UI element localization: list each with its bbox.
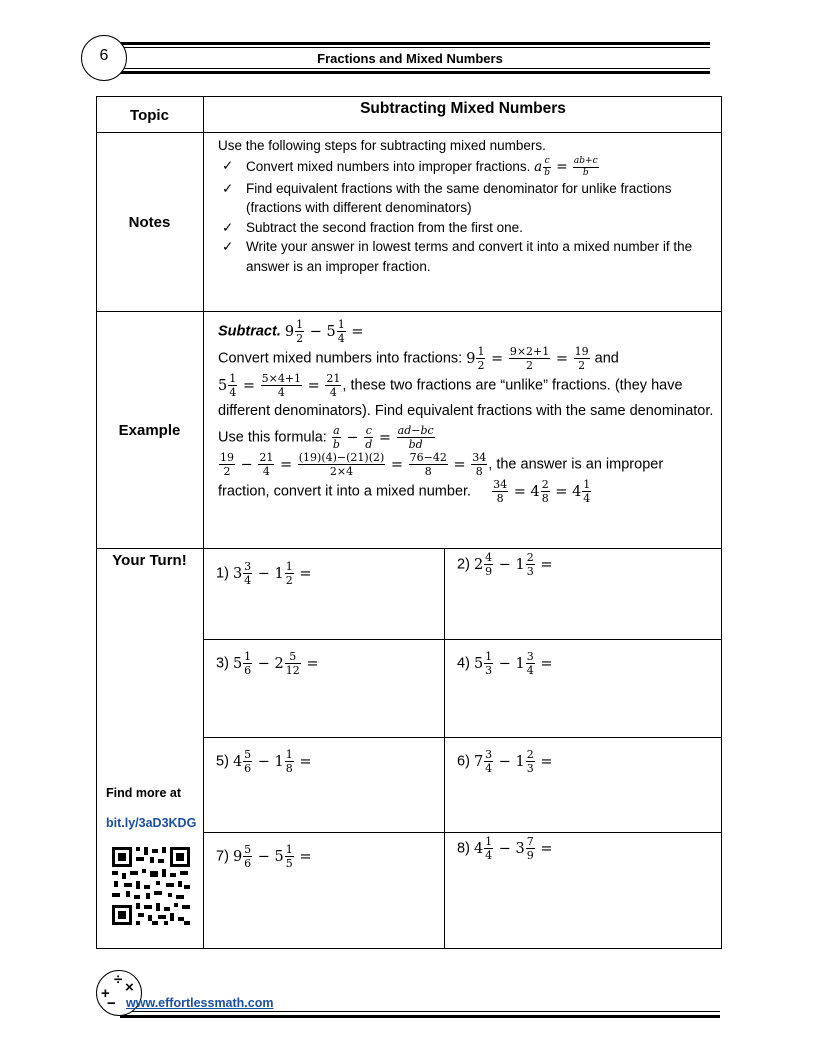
problem-3: 3) 5 $\frac{1}{6}$ − 2 $\frac{5}{12}$ =: [216, 650, 319, 677]
problems-row-divider-2: [204, 737, 722, 738]
header-rule-bottom: [110, 71, 710, 74]
checkmark-icon: ✓: [222, 239, 234, 254]
checkmark-icon: ✓: [222, 157, 234, 173]
problems-row-divider-1: [204, 639, 722, 640]
page-title: Fractions and Mixed Numbers: [317, 51, 503, 66]
qr-code-icon[interactable]: [110, 845, 192, 932]
checkmark-icon: ✓: [222, 219, 234, 235]
header-rule-bottom-thin: [110, 68, 710, 69]
problem-2: 2) 2 $\frac{4}{9}$ − 1 $\frac{2}{3}$ =: [457, 551, 553, 578]
footer-rule: [120, 1015, 720, 1018]
problem-5: 5) 4 $\frac{5}{6}$ − 1 $\frac{1}{8}$ =: [216, 748, 312, 775]
your-turn-label: Your Turn!: [112, 552, 187, 569]
problem-7: 7) 9 $\frac{5}{6}$ − 5 $\frac{1}{5}$ =: [216, 843, 312, 870]
notes-item: ✓ Convert mixed numbers into improper fractions. a $\frac{c}{b}$ = $\frac{ab+c}{b}$: [222, 155, 598, 178]
topic-value: Subtracting Mixed Numbers: [360, 100, 566, 117]
row-divider-example: [96, 548, 722, 549]
topic-label: Topic: [130, 107, 169, 124]
problems-row-divider-3: [204, 832, 722, 833]
page-number-badge: [81, 35, 127, 81]
notes-content: [218, 136, 718, 276]
notes-label: Notes: [128, 214, 171, 231]
multiply-icon: ×: [125, 979, 134, 996]
subtraction-formula: $\frac{a}{b}$ − $\frac{c}{d}$ = $\frac{ad-bc}{bd}$: [332, 424, 434, 451]
notes-intro: Use the following steps for subtracting mixed numbers.: [218, 138, 546, 153]
footer-website-link[interactable]: www.effortlessmath.com: [126, 996, 274, 1010]
improper-fraction-formula: a $\frac{c}{b}$ = $\frac{ab+c}{b}$: [534, 155, 598, 178]
short-link[interactable]: bit.ly/3aD3KDG: [106, 816, 197, 830]
qr-code-graphic: [110, 845, 192, 927]
example-explanation: 5 $\frac{1}{4}$ = $\frac{5\times 4+1}{4}$ = $\frac{21}{4}$ , these two fractions are “unlike” fractions. (they have different denominators). Find equivalent fractions with the same denominator. Use this formula: $\frac{a}{b}$ − $\frac{c}{d}$ = $\frac{ad-bc}{bd}$: [218, 372, 714, 451]
minus-icon: −: [107, 995, 116, 1012]
row-divider-notes: [96, 311, 722, 312]
header-rule-top: [110, 42, 710, 45]
notes-item: ✓ Write your answer in lowest terms and convert it into a mixed number if the answer is an improper fraction.: [222, 239, 693, 274]
example-answer: $\frac{34}{8}$ = 4 $\frac{2}{8}$ = 4 $\frac{1}{4}$: [493, 478, 591, 505]
row-divider-topic: [96, 132, 722, 133]
problem-6: 6) 7 $\frac{3}{4}$ − 1 $\frac{2}{3}$ =: [457, 748, 553, 775]
footer-rule-thin: [120, 1011, 720, 1012]
plus-icon: +: [101, 985, 110, 1002]
problem-1: 1) 3 $\frac{3}{4}$ − 1 $\frac{1}{2}$ =: [216, 560, 312, 587]
page-number: 6: [99, 47, 109, 64]
notes-item: ✓ Subtract the second fraction from the first one.: [218, 218, 718, 238]
problems-column-divider: [444, 548, 445, 949]
problem-4: 4) 5 $\frac{1}{3}$ − 1 $\frac{3}{4}$ =: [457, 650, 553, 677]
notes-item: ✓ Find equivalent fractions with the same denominator for unlike fractions (fractions with different denominators): [222, 180, 672, 215]
checkmark-icon: ✓: [222, 180, 234, 196]
column-divider: [203, 96, 204, 949]
example-solution: $\frac{19}{2}$ − $\frac{21}{4}$ = $\frac{(19)(4)-(21)(2)}{2\times 4}$ = $\frac{76-42}{8}$ = $\frac{34}{8}$ , the answer is an improper fraction, convert it into a mixed number. $\frac{34}{8}$ = 4 $\frac{2}{8}$ = 4 $\frac{1}{4}$: [218, 451, 664, 505]
example-conversion: Convert mixed numbers into fractions: 9 $\frac{1}{2}$ = $\frac{9\times 2+1}{2}$ = $\frac{19}{2}$ and: [218, 345, 619, 372]
example-content: [218, 318, 718, 505]
find-more-text: Find more at: [106, 786, 182, 800]
example-label: Example: [118, 422, 181, 439]
header-rule-top-thin: [110, 47, 710, 48]
example-problem: Subtract. 9 $\frac{1}{2}$ − 5 $\frac{1}{4}$ =: [218, 318, 364, 345]
problem-8: 8) 4 $\frac{1}{4}$ − 3 $\frac{7}{9}$ =: [457, 835, 553, 862]
divide-icon: ÷: [114, 971, 123, 988]
